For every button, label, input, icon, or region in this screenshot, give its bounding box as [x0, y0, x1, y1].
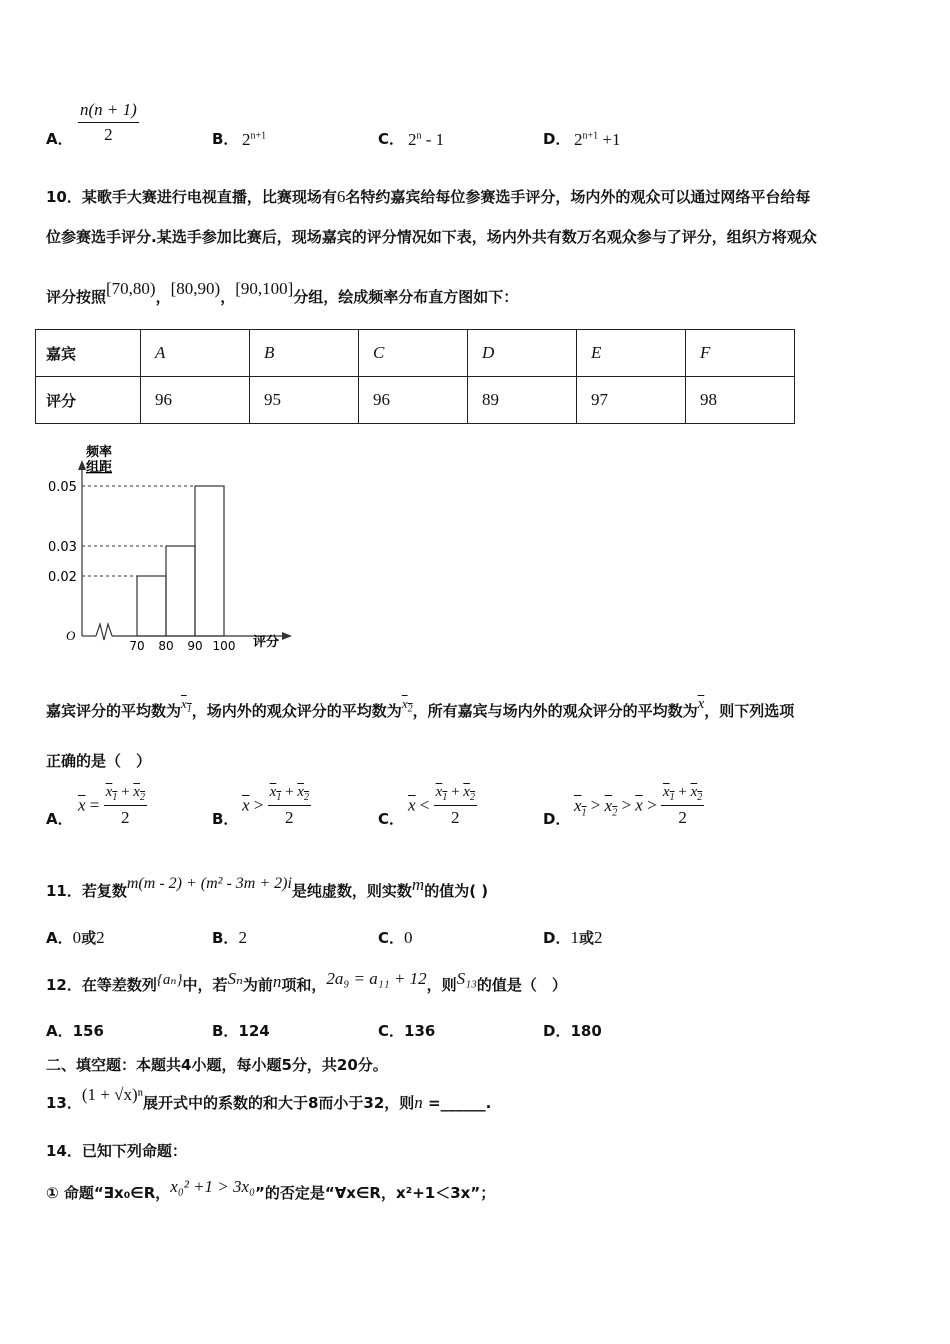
- table-header-cell: E: [577, 330, 686, 377]
- q10-stem-c: ，所有嘉宾与场内外的观众评分的平均数为: [412, 702, 698, 720]
- q12-seq: {aₙ}: [156, 972, 183, 988]
- x1bar: [105, 784, 118, 803]
- q10-option-c-label: C．: [378, 810, 405, 828]
- q9-option-c-exp: n: [416, 130, 422, 142]
- q12-stem: [46, 969, 567, 995]
- q12-prefix: 12．在等差数列: [46, 976, 157, 994]
- q10-stem-d: ，则下列选项: [704, 702, 795, 720]
- x-var: x: [181, 696, 187, 711]
- q14-item1-expr: x₀² +1 > 3x₀: [170, 1177, 255, 1196]
- histogram-ytick-label: 0.02: [48, 570, 77, 585]
- q10-sep-1: ，: [155, 288, 171, 306]
- x-var: x: [574, 795, 582, 815]
- q13-expr: (1 + √x)ⁿ: [81, 1085, 143, 1104]
- q12-option-c: C．136: [378, 1022, 436, 1040]
- op-plus: +: [117, 784, 134, 800]
- q12-suffix: 的值是（ ）: [476, 976, 567, 994]
- table-row-label: 评分: [36, 377, 141, 424]
- x-var: x: [463, 784, 470, 800]
- q9-option-d-label: D．: [543, 130, 571, 148]
- x-axis-arrow: [282, 632, 292, 640]
- q9-option-c-tail: - 1: [421, 130, 445, 149]
- x-subscript: 1: [276, 792, 282, 803]
- table-header-cell: F: [686, 330, 795, 377]
- histogram-ylabel-bottom: 组距: [86, 460, 113, 475]
- x-var: x: [435, 784, 443, 800]
- op-eq: =: [85, 795, 104, 815]
- x-subscript: 2: [469, 792, 475, 803]
- table-row: [36, 377, 795, 424]
- op-gt: >: [249, 795, 268, 815]
- q11-complex-expr: m(m - 2) + (m² - 3m + 2)i: [126, 875, 292, 892]
- q12-mid4: ，则: [426, 976, 457, 994]
- q9-option-c-expr: [408, 130, 444, 150]
- q10-interval-3: [90,100]: [235, 279, 294, 298]
- q10-option-b-label: B．: [212, 810, 239, 828]
- histogram-bar: [195, 486, 224, 636]
- q10-option-d-expr: [574, 784, 704, 828]
- q11-option-c: [378, 927, 413, 948]
- q11-var-m: m: [411, 875, 425, 894]
- x1bar: [269, 784, 282, 803]
- q10-line1-b: 名特约嘉宾给每位参赛选手评分，场内外的观众可以通过网络平台给每: [345, 188, 811, 206]
- x2bar: [463, 784, 475, 803]
- q13-var-n: n: [414, 1093, 423, 1112]
- q10-x2bar: [401, 696, 413, 715]
- x2bar: [604, 795, 618, 818]
- q13-text: 展开式中的系数的和大于8而小于32，则: [142, 1094, 415, 1112]
- q12-option-d: D．180: [543, 1022, 602, 1040]
- q12-option-b: B．124: [212, 1022, 270, 1040]
- q10-option-b-expr: [242, 784, 311, 828]
- table-score-cell: 97: [577, 377, 686, 424]
- histogram-xlabel: 评分: [253, 635, 280, 650]
- q11-option-b: [212, 927, 247, 948]
- q9-option-a-denominator: 2: [104, 125, 113, 144]
- x-subscript: 2: [612, 806, 618, 818]
- q10-interval-2: [80,90): [170, 279, 221, 298]
- q10-line3-b: 分组，绘成频率分布直方图如下：: [293, 288, 519, 306]
- q10-stem-line2: 正确的是（ ）: [46, 752, 152, 770]
- x1bar: [574, 795, 587, 818]
- op-gt: >: [617, 795, 636, 815]
- x-bar: $\overline{x}$: [242, 795, 250, 815]
- op-lt: <: [415, 795, 434, 815]
- x-subscript: 1: [186, 703, 192, 715]
- x-subscript: 2: [303, 792, 309, 803]
- denominator: 2: [285, 808, 294, 827]
- q11-d-val2: 2: [593, 928, 603, 947]
- q9-option-c-base: 2: [408, 130, 417, 149]
- q9-option-d-tail: +1: [598, 130, 621, 149]
- histogram-xtick-label: 100: [212, 639, 236, 653]
- q12-mid3: 项和，: [281, 976, 327, 994]
- histogram-ylabel-top: 频率: [86, 445, 113, 460]
- table-header-cell: C: [359, 330, 468, 377]
- q12-s13: S₁₃: [456, 969, 477, 988]
- x1bar: [662, 784, 675, 803]
- section-2-heading: 二、填空题：本题共4小题，每小题5分，共20分。: [46, 1056, 388, 1074]
- q12-mid1: 中，若: [182, 976, 228, 994]
- q14-item1-a: ① 命题“∃x₀∈R，: [46, 1184, 171, 1202]
- q11-d-val: 1: [570, 928, 579, 947]
- q10-line1: [46, 186, 810, 207]
- x-bar: $\overline{x}$: [78, 795, 86, 815]
- q11-option-a: [46, 927, 105, 948]
- q10-guest-count: 6: [336, 187, 346, 206]
- q11-mid: 是纯虚数，则实数: [291, 882, 412, 900]
- histogram-xtick-label: 70: [129, 639, 145, 653]
- q11-c-val: 0: [404, 928, 413, 947]
- q10-stem-b: ，场内外的观众评分的平均数为: [191, 702, 402, 720]
- x-var: x: [297, 784, 304, 800]
- q10-line2: 位参赛选手评分.某选手参加比赛后，现场嘉宾的评分情况如下表，场内外共有数万名观众参与了评分，组织方将观众: [46, 228, 817, 246]
- q11-a-val: 0: [72, 928, 82, 947]
- table-row: [36, 330, 795, 377]
- x-var: x: [133, 784, 140, 800]
- table-score-cell: 89: [468, 377, 577, 424]
- q11-a-or: 或: [81, 929, 97, 947]
- q9-option-d-base: 2: [574, 130, 583, 149]
- y-axis-arrow: [78, 460, 86, 470]
- q11-a-val2: 2: [96, 928, 105, 947]
- frequency-histogram: [40, 440, 300, 655]
- op-plus: +: [674, 784, 691, 800]
- x-subscript: 1: [581, 806, 587, 818]
- q12-mid2: 为前: [242, 976, 273, 994]
- q10-x1bar: [181, 696, 192, 715]
- histogram-xtick-label: 90: [187, 639, 203, 653]
- q10-line3: [46, 279, 519, 307]
- q11-stem: [46, 875, 489, 901]
- x-subscript: 2: [697, 792, 703, 803]
- q9-option-d-expr: [574, 130, 620, 150]
- table-score-cell: 95: [250, 377, 359, 424]
- q12-n: n: [272, 972, 282, 991]
- q13-tail: =______.: [422, 1094, 492, 1112]
- q11-option-d: [543, 927, 602, 948]
- q9-option-b-base: 2: [242, 130, 251, 149]
- q9-option-a-fraction: [78, 100, 139, 145]
- histogram-ytick-label: 0.03: [48, 540, 77, 555]
- q10-stem-a: 嘉宾评分的平均数为: [46, 702, 182, 720]
- x2bar: [133, 784, 145, 803]
- q10-stem: [46, 696, 795, 723]
- q9-option-b-exp: n+1: [250, 130, 267, 142]
- q13-prefix: 13．: [46, 1094, 82, 1112]
- q9-option-c-label: C．: [378, 130, 405, 148]
- q10-interval-1: [70,80): [106, 279, 156, 298]
- q10-score-table: [35, 329, 795, 424]
- histogram-bar: [137, 576, 166, 636]
- q10-option-a-label: A．: [46, 810, 73, 828]
- table-header-cell: A: [141, 330, 250, 377]
- q11-d-or: 或: [578, 929, 594, 947]
- op-gt: >: [586, 795, 605, 815]
- x-var: x: [662, 784, 670, 800]
- x-var: x: [269, 784, 277, 800]
- q9-option-b-expr: [242, 130, 266, 150]
- histogram-ytick-label: 0.05: [48, 480, 77, 495]
- q11-a-label: A．: [46, 929, 73, 947]
- histogram-xtick-label: 80: [158, 639, 174, 653]
- x-bar: $\overline{x}$: [408, 795, 416, 815]
- x2bar: [690, 784, 703, 803]
- q10-line3-a: 评分按照: [46, 288, 107, 306]
- x-subscript: 1: [112, 792, 118, 803]
- op-gt: >: [642, 795, 661, 815]
- q12-sn: Sₙ: [227, 969, 243, 988]
- x-subscript: 2: [139, 792, 145, 803]
- table-score-cell: 96: [359, 377, 468, 424]
- x1bar: [435, 784, 448, 803]
- q11-prefix: 11．若复数: [46, 882, 127, 900]
- denominator: 2: [678, 808, 687, 827]
- x-bar: $\overline{x}$: [635, 795, 643, 815]
- histogram-marks: [48, 480, 235, 653]
- q10-sep-2: ，: [220, 288, 236, 306]
- histogram-bar: [166, 546, 195, 636]
- denominator: 2: [121, 808, 130, 827]
- q11-suffix: 的值为( ): [424, 882, 489, 900]
- table-header-cell: B: [250, 330, 359, 377]
- q12-equation: 2a₉ = a₁₁ + 12: [326, 969, 427, 988]
- x-var: x: [105, 784, 113, 800]
- x-var: x: [690, 784, 698, 800]
- q14-item-1: [46, 1177, 496, 1203]
- x-subscript: 1: [669, 792, 675, 803]
- q13-stem: [46, 1085, 492, 1113]
- op-plus: +: [447, 784, 464, 800]
- denominator: 2: [451, 808, 460, 827]
- x-var: x: [604, 795, 613, 815]
- table-header-label: 嘉宾: [36, 330, 141, 377]
- q9-option-b-label: B．: [212, 130, 239, 148]
- op-plus: +: [281, 784, 298, 800]
- q9-option-a-numerator: n(n + 1): [78, 100, 139, 123]
- q10-xbar: $\overline{x}$: [697, 696, 705, 712]
- q10-option-a-expr: [78, 784, 147, 828]
- x-subscript: 2: [407, 703, 413, 715]
- q14-title: 14．已知下列命题：: [46, 1142, 187, 1160]
- q10-option-d-label: D．: [543, 810, 571, 828]
- table-score-cell: 98: [686, 377, 795, 424]
- q10-option-c-expr: [408, 784, 477, 828]
- x2bar: [297, 784, 309, 803]
- table-score-cell: 96: [141, 377, 250, 424]
- q14-item1-b: ”的否定是“∀x∈R，x²+1＜3x”；: [254, 1184, 496, 1202]
- q10-line1-a: 10．某歌手大赛进行电视直播，比赛现场有: [46, 188, 337, 206]
- q11-c-label: C．: [378, 929, 405, 947]
- q12-option-a: A．156: [46, 1022, 104, 1040]
- table-header-cell: D: [468, 330, 577, 377]
- q9-option-d-exp: n+1: [582, 130, 599, 142]
- q11-b-label: B．: [212, 929, 239, 947]
- axis-break-zigzag: [96, 624, 112, 640]
- q11-b-val: 2: [238, 928, 247, 947]
- q11-d-label: D．: [543, 929, 571, 947]
- x-subscript: 1: [442, 792, 448, 803]
- x-var: x: [401, 696, 408, 711]
- q9-option-a-label: A．: [46, 130, 73, 148]
- origin-label: O: [66, 628, 76, 643]
